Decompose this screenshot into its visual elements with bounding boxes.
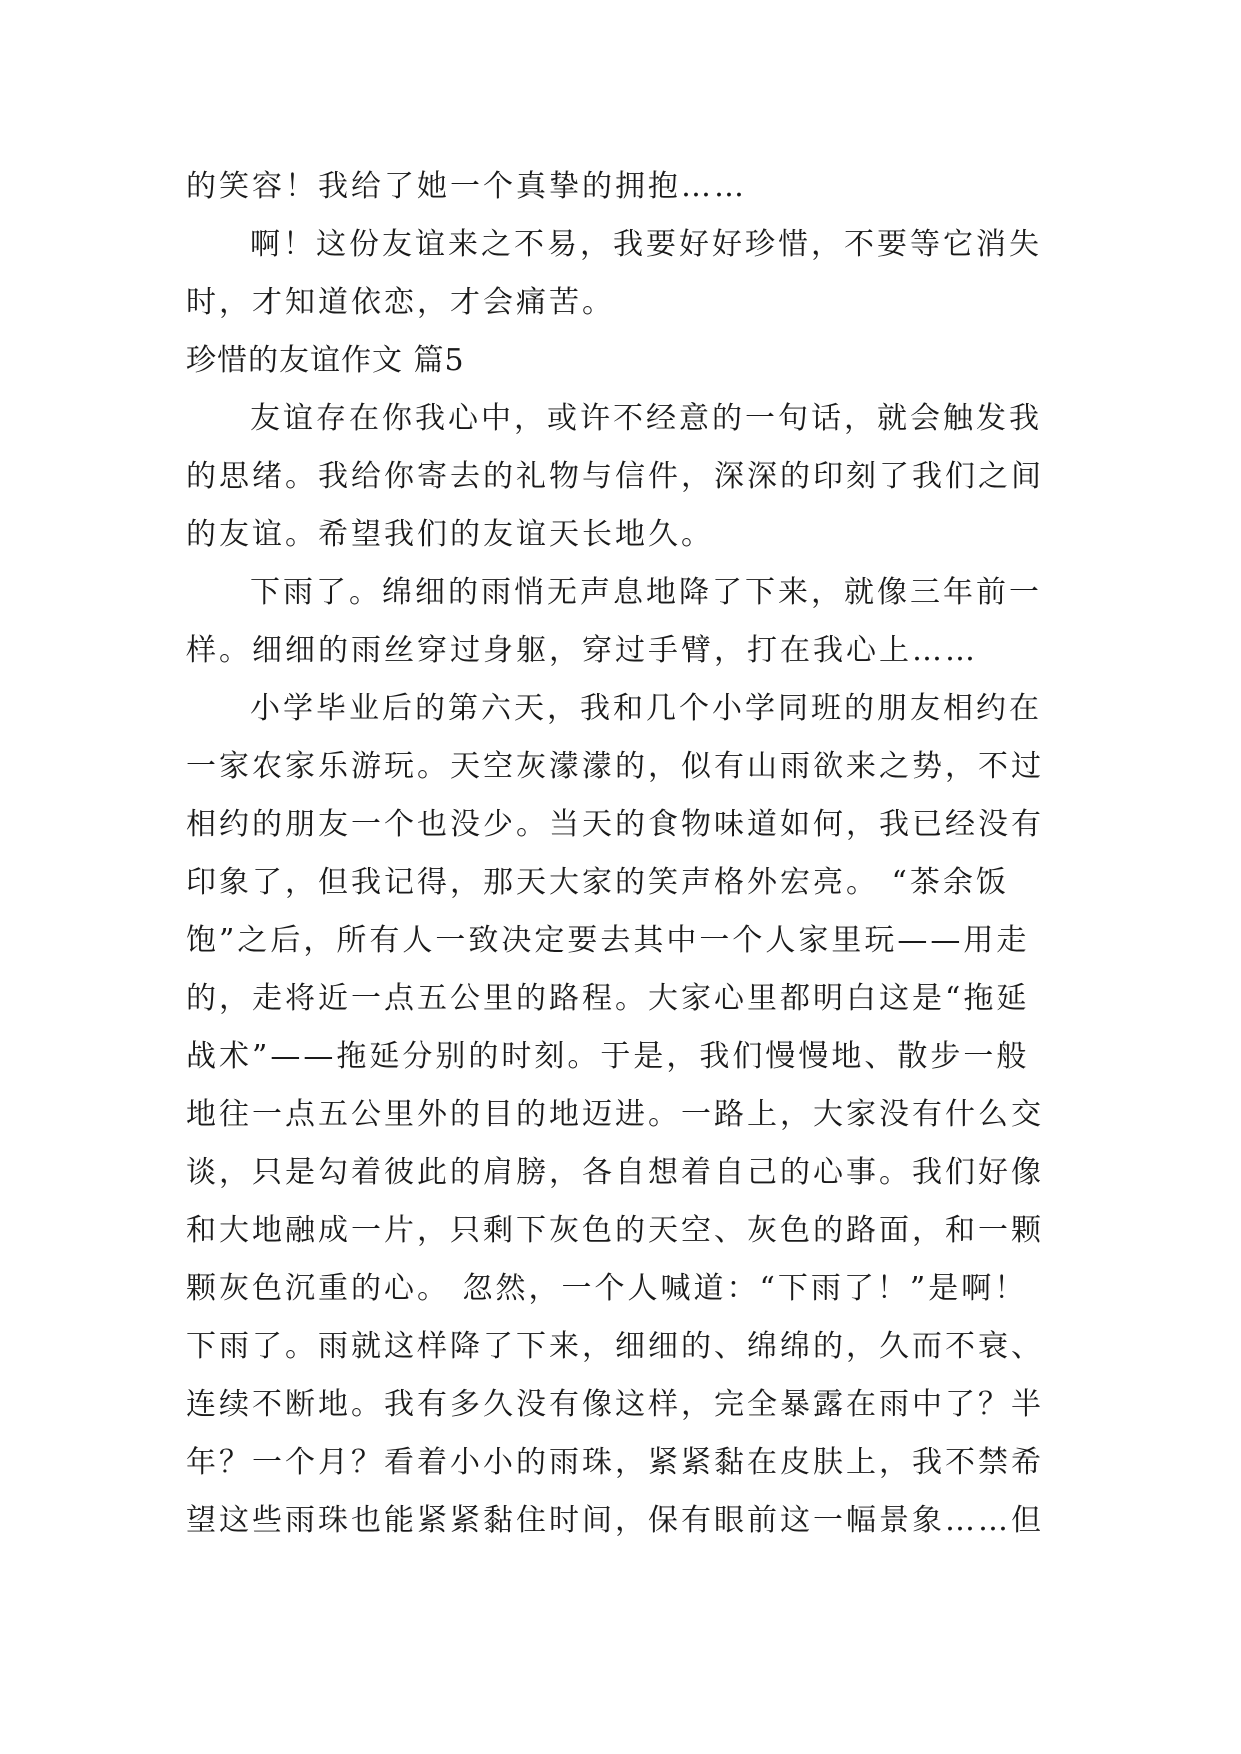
text-line: 小学毕业后的第六天，我和几个小学同班的朋友相约在: [250, 691, 1042, 726]
text-line: 的思绪。我给你寄去的礼物与信件，深深的印刻了我们之间: [186, 459, 1044, 494]
text-line: 样。细细的雨丝穿过身躯，穿过手臂，打在我心上……: [186, 633, 978, 668]
text-line: 地往一点五公里外的目的地迈进。一路上，大家没有什么交: [186, 1097, 1044, 1132]
text-line: 饱”之后，所有人一致决定要去其中一个人家里玩——用走: [186, 923, 1030, 958]
text-line: 的，走将近一点五公里的路程。大家心里都明白这是“拖延: [186, 981, 1030, 1016]
text-line: 谈，只是勾着彼此的肩膀，各自想着自己的心事。我们好像: [186, 1155, 1044, 1190]
text-line: 一家农家乐游玩。天空灰濛濛的，似有山雨欲来之势，不过: [186, 749, 1044, 784]
text-line: 啊！这份友谊来之不易，我要好好珍惜，不要等它消失: [250, 227, 1042, 262]
text-line: 相约的朋友一个也没少。当天的食物味道如何，我已经没有: [186, 807, 1044, 842]
text-line: 连续不断地。我有多久没有像这样，完全暴露在雨中了？半: [186, 1387, 1044, 1422]
text-line: 印象了，但我记得，那天大家的笑声格外宏亮。 “茶余饭: [186, 865, 1009, 900]
text-line: 的笑容！我给了她一个真挚的拥抱……: [186, 169, 747, 204]
text-line: 时，才知道依恋，才会痛苦。: [186, 285, 615, 320]
document-body: [186, 158, 1066, 1550]
text-line: 战术”——拖延分别的时刻。于是，我们慢慢地、散步一般: [186, 1039, 1030, 1074]
text-line: 下雨了。雨就这样降了下来，细细的、绵绵的，久而不衰、: [186, 1329, 1044, 1364]
text-line: 的友谊。希望我们的友谊天长地久。: [186, 517, 714, 552]
text-line: 下雨了。绵细的雨悄无声息地降了下来，就像三年前一: [250, 575, 1042, 610]
text-line: 和大地融成一片，只剩下灰色的天空、灰色的路面，和一颗: [186, 1213, 1044, 1248]
text-line: 年？一个月？看着小小的雨珠，紧紧黏在皮肤上，我不禁希: [186, 1445, 1044, 1480]
text-line: 望这些雨珠也能紧紧黏住时间，保有眼前这一幅景象……但: [186, 1503, 1044, 1538]
text-line: 友谊存在你我心中，或许不经意的一句话，就会触发我: [250, 401, 1042, 436]
section-heading: 珍惜的友谊作文 篇5: [186, 343, 465, 378]
text-line: 颗灰色沉重的心。 忽然，一个人喊道：“下雨了！”是啊！: [186, 1271, 1028, 1306]
